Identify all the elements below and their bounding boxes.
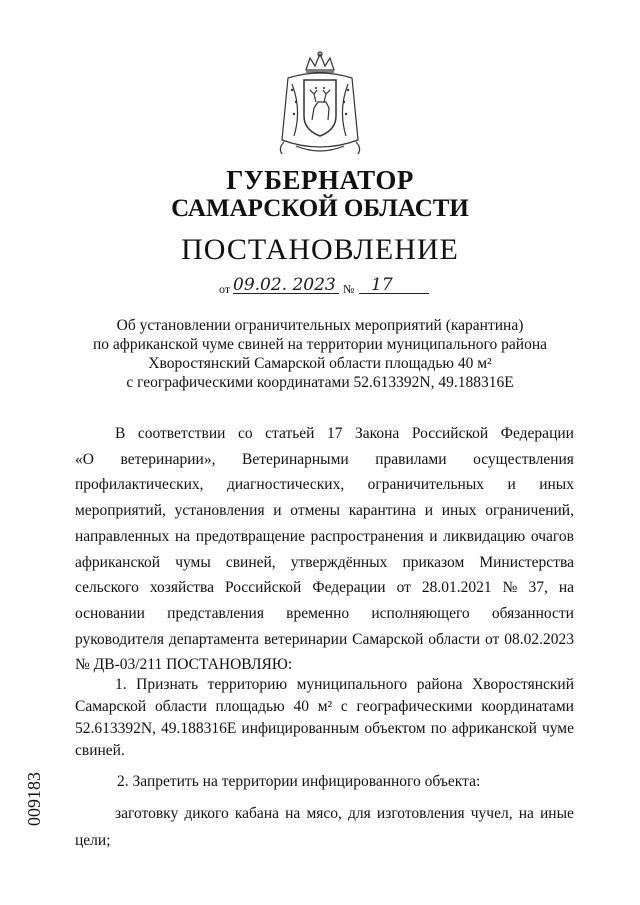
word: 40 (293, 698, 309, 715)
issuer-title-line2: САМАРСКОЙ ОБЛАСТИ (171, 195, 469, 222)
word: чучел, (470, 805, 513, 822)
word: заготовку (115, 805, 179, 822)
issuer-title-line1: ГУБЕРНАТОР (226, 165, 414, 195)
word: сельского (75, 579, 139, 597)
word: установления (174, 502, 265, 520)
word: карантина (348, 502, 417, 520)
word: и (273, 502, 282, 520)
word: ликвидацию (443, 527, 526, 545)
word: на (175, 527, 191, 545)
word: 28.01.2021 (421, 579, 492, 597)
word: от (396, 579, 411, 597)
word: обязанности (491, 604, 574, 622)
word: от (485, 630, 500, 648)
text-line (75, 575, 574, 601)
word: представления (167, 604, 264, 622)
word: предотвращение (195, 527, 305, 545)
word: 08.02.2023 (504, 630, 574, 648)
word: для (348, 805, 371, 822)
word: инфицированным (241, 720, 360, 737)
word: приказом (402, 553, 465, 571)
word: осуществления (473, 450, 574, 468)
word: хозяйства (149, 579, 214, 597)
text-line (75, 472, 574, 498)
word: географическими (356, 698, 473, 715)
word: свиней, (225, 553, 276, 571)
word: ветеринарии (263, 630, 348, 648)
word: с (340, 698, 348, 715)
word: 52.613392N, (75, 720, 156, 737)
text-line (75, 550, 574, 576)
word: изготовления (376, 805, 465, 822)
word: статьей (265, 425, 315, 442)
item-2-line (75, 770, 574, 794)
subject-line: по африканской чуме свиней на территории муниципального района (92, 336, 548, 353)
handwritten-number: 17 (371, 275, 393, 295)
word: распространения (310, 527, 424, 545)
word: и (424, 502, 434, 520)
word: площадью (215, 698, 285, 715)
word: № (502, 579, 518, 597)
word: области (428, 630, 481, 648)
word: Российской (224, 579, 302, 597)
word: временно (286, 604, 350, 622)
word: Самарской (75, 698, 147, 715)
archive-side-number: 009183 (24, 772, 44, 826)
word: Самарской (352, 630, 424, 648)
word: Хворостянский (472, 676, 574, 693)
word: Ветеринарными (242, 450, 349, 468)
word: области (154, 698, 207, 715)
word: Признать (136, 676, 199, 693)
item-2-subparagraph (75, 800, 574, 854)
preamble-paragraph (75, 421, 574, 678)
word: очагов (530, 527, 574, 545)
handwritten-date: 09.02. 2023 (233, 275, 336, 295)
word: муниципального (296, 676, 408, 693)
subject-line: Хворостянский Самарской области площадью 40 м² (148, 355, 492, 372)
word: чумы (175, 553, 211, 571)
word: соответствии (137, 425, 226, 442)
word: В (115, 425, 126, 442)
word: объектом (364, 720, 426, 737)
word: профилактических, (75, 476, 204, 494)
text-line (75, 447, 574, 473)
text-line (75, 800, 574, 827)
item-2-text: 2. Запретить на территории инфицированного объекта: (117, 773, 481, 790)
word: на (518, 805, 534, 822)
word: диагностических, (227, 476, 345, 494)
text-line (75, 696, 574, 718)
word: правилами (375, 450, 447, 468)
subject-line: Об установлении ограничительных мероприятий (карантина) (116, 317, 524, 334)
subject-line: с географическими координатами 52.613392N, 49.188316E (126, 374, 514, 391)
word: иных (539, 476, 574, 494)
word: чуме (541, 720, 574, 737)
word: утверждённых (290, 553, 388, 571)
word: ветеринарии», (120, 450, 216, 468)
word: ограничительных (367, 476, 484, 494)
word: дикого (184, 805, 229, 822)
word: Российской (411, 425, 489, 442)
word: территорию (207, 676, 288, 693)
word: направленных (75, 527, 170, 545)
word: иные (540, 805, 574, 822)
text-line: свиней. (75, 742, 125, 759)
word: Закона (355, 425, 400, 442)
word: 1. (115, 676, 127, 693)
word: департамента (168, 630, 260, 648)
word: со (237, 425, 253, 442)
word: руководителя (75, 630, 165, 648)
word: 49.188316E (161, 720, 237, 737)
from-label: от (219, 282, 231, 296)
word: основании (75, 604, 145, 622)
word: и (429, 527, 438, 545)
word: африканской (75, 553, 161, 571)
word: «О (75, 450, 94, 468)
item-1-paragraph (75, 674, 574, 762)
word: Федерации (500, 425, 574, 442)
word: и (507, 476, 516, 494)
date-number-line (219, 275, 439, 297)
word: ограничений, (485, 502, 574, 520)
text-line (75, 524, 574, 550)
text-line (75, 421, 574, 447)
word: иных (441, 502, 477, 520)
word: м² (317, 698, 333, 715)
document-subject (0, 316, 640, 392)
text-line: № ДВ-03/211 ПОСТАНОВЛЯЮ: (75, 656, 293, 674)
word: района (416, 676, 463, 693)
text-line (75, 498, 574, 524)
word: по (430, 720, 447, 737)
word: кабана (234, 805, 279, 822)
word: мясо, (306, 805, 342, 822)
word: мероприятий, (75, 502, 166, 520)
word: на (285, 805, 301, 822)
word: координатами (481, 698, 574, 715)
text-line (75, 627, 574, 653)
text-line: цели; (75, 832, 111, 849)
number-underline (359, 293, 429, 294)
text-line (75, 674, 574, 696)
text-line (75, 718, 574, 740)
text-line (75, 601, 574, 627)
number-label: № (343, 282, 355, 296)
document-type-title: ПОСТАНОВЛЕНИЕ (181, 233, 459, 266)
word: Министерства (479, 553, 574, 571)
word: 37, (528, 579, 548, 597)
word: исполняющего (371, 604, 470, 622)
word: африканской (451, 720, 537, 737)
word: 17 (326, 425, 343, 442)
word: на (558, 579, 574, 597)
word: отмены (290, 502, 340, 520)
coat-of-arms-emblem (272, 50, 368, 158)
word: Федерации (312, 579, 386, 597)
